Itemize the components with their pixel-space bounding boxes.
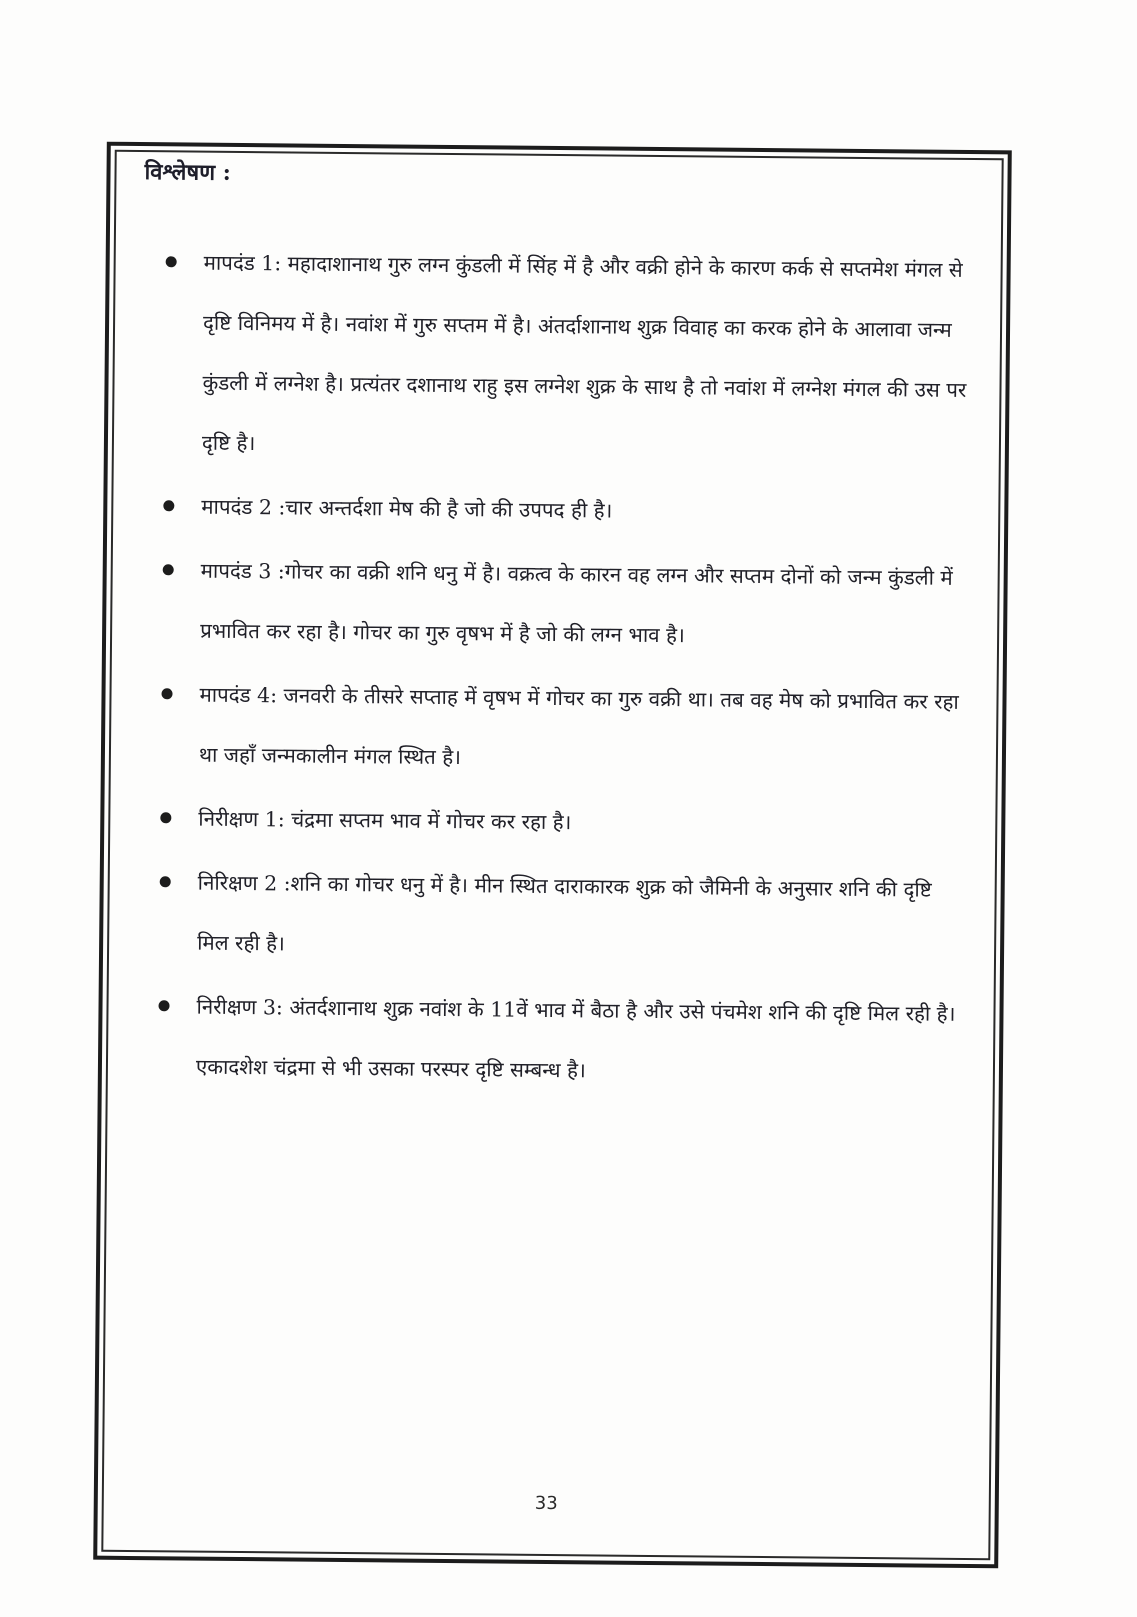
page-border-inner	[101, 150, 1003, 1560]
bullet-icon	[158, 1000, 169, 1011]
list-item	[158, 976, 969, 1104]
list-item	[160, 788, 971, 856]
list-item-text: मापदंड 1: महादाशानाथ गुरु लग्न कुंडली में सिंह में है और वक्री होने के कारण कर्क से सप्तमेश मंगल से दृष्टि विनिमय में है। नवांश में गुरु सप्तम में है। अंतर्दाशानाथ शुक्र विवाह का करक होने के आलावा जन्म कुंडली में लग्नेश है। प्रत्यंतर दशानाथ राहु इस लग्नेश शुक्र के साथ है तो नवांश में लग्नेश मंगल की उस पर दृष्टि है।	[201, 250, 967, 456]
bullet-icon	[163, 564, 174, 575]
bullet-icon	[160, 876, 171, 887]
list-item	[163, 476, 974, 544]
list-item	[164, 232, 976, 480]
list-item-text: मापदंड 4: जनवरी के तीसरे सप्ताह में वृषभ में गोचर का गुरु वक्री था। तब वह मेष को प्रभावित कर रहा था जहाँ जन्मकालीन मंगल स्थित है।	[198, 682, 959, 770]
bullet-icon	[160, 812, 171, 823]
list-item-text: निरिक्षण 2 :शनि का गोचर धनु में है। मीन स्थित दाराकारक शुक्र को जैमिनी के अनुसार शनि की दृष्टि मिल रही है।	[197, 870, 932, 956]
bullet-list	[158, 232, 976, 1108]
list-item-text: मापदंड 3 :गोचर का वक्री शनि धनु में है। वक्रत्व के कारन वह लग्न और सप्तम दोनों को जन्म कुंडली में प्रभावित कर रहा है। गोचर का गुरु वृषभ में है जो की लग्न भाव है।	[200, 558, 953, 648]
list-item-text: मापदंड 2 :चार अन्तर्दशा मेष की है जो की उपपद ही है।	[201, 494, 613, 523]
list-item-text: निरीक्षण 3: अंतर्दशानाथ शुक्र नवांश के 11वें भाव में बैठा है और उसे पंचमेश शनि की दृष्टि मिल रही है। एकादशेश चंद्रमा से भी उसका परस्पर दृष्टि सम्बन्ध है।	[195, 994, 956, 1083]
list-item	[162, 540, 973, 668]
page-number: 33	[534, 1492, 558, 1515]
list-item	[161, 664, 972, 792]
section-heading: विश्लेषण :	[144, 159, 231, 186]
bullet-icon	[163, 500, 174, 511]
list-item	[159, 852, 970, 980]
list-item-text: निरीक्षण 1: चंद्रमा सप्तम भाव में गोचर कर रहा है।	[198, 806, 572, 835]
bullet-icon	[166, 256, 177, 267]
page-border-outer	[93, 142, 1012, 1569]
bullet-icon	[161, 688, 172, 699]
